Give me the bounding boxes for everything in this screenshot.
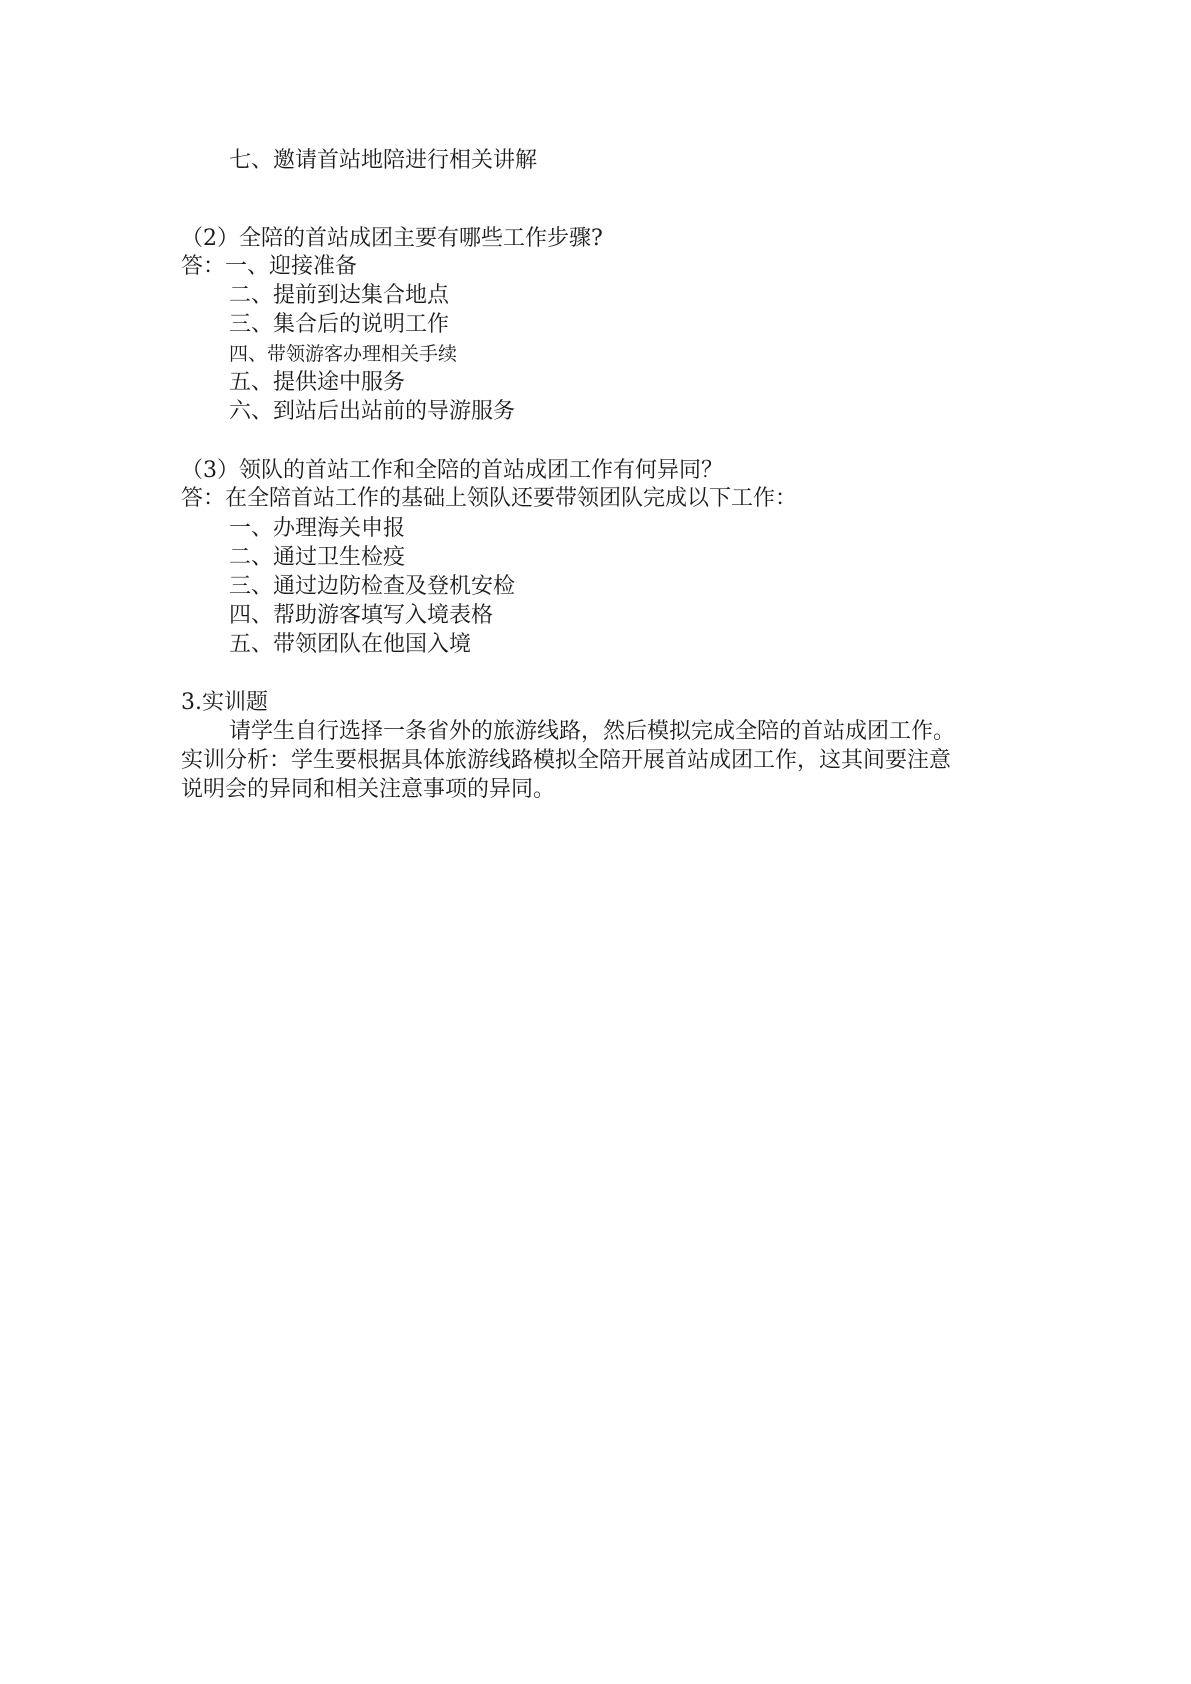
answer-2-item-3: 三、集合后的说明工作 [229,312,450,337]
answer-2-item-6: 六、到站后出站前的导游服务 [229,399,516,424]
answer-3-item-2: 二、通过卫生检疫 [229,545,406,570]
question-2: （2）全陪的首站成团主要有哪些工作步骤? [181,226,603,251]
answer-2-prefix: 答： [181,254,226,279]
practice-heading: 3.实训题 [181,690,268,715]
answer-3-item-4: 四、帮助游客填写入境表格 [229,603,494,628]
practice-analysis-line-1: 实训分析：学生要根据具体旅游线路模拟全陪开展首站成团工作，这其间要注意 [181,748,952,773]
answer-2-item-2: 二、提前到达集合地点 [229,283,450,308]
answer-3-item-3: 三、通过边防检查及登机安检 [229,574,516,599]
step-item-7: 七、邀请首站地陪进行相关讲解 [229,148,538,173]
answer-3-item-1: 一、办理海关申报 [229,516,406,541]
question-3: （3）领队的首站工作和全陪的首站成团工作有何异同？ [181,458,723,483]
practice-analysis-line-2: 说明会的异同和相关注意事项的异同。 [181,777,556,802]
answer-3-item-5: 五、带领团队在他国入境 [229,632,472,657]
answer-2-first-line [181,252,357,282]
answer-2-item-5: 五、提供途中服务 [229,370,406,395]
answer-2-item-1: 一、迎接准备 [225,254,358,279]
answer-3-intro: 答：在全陪首站工作的基础上领队还要带领团队完成以下工作： [181,486,798,511]
practice-task: 请学生自行选择一条省外的旅游线路，然后模拟完成全陪的首站成团工作。 [229,719,956,744]
answer-2-item-4: 四、带领游客办理相关手续 [229,343,458,365]
